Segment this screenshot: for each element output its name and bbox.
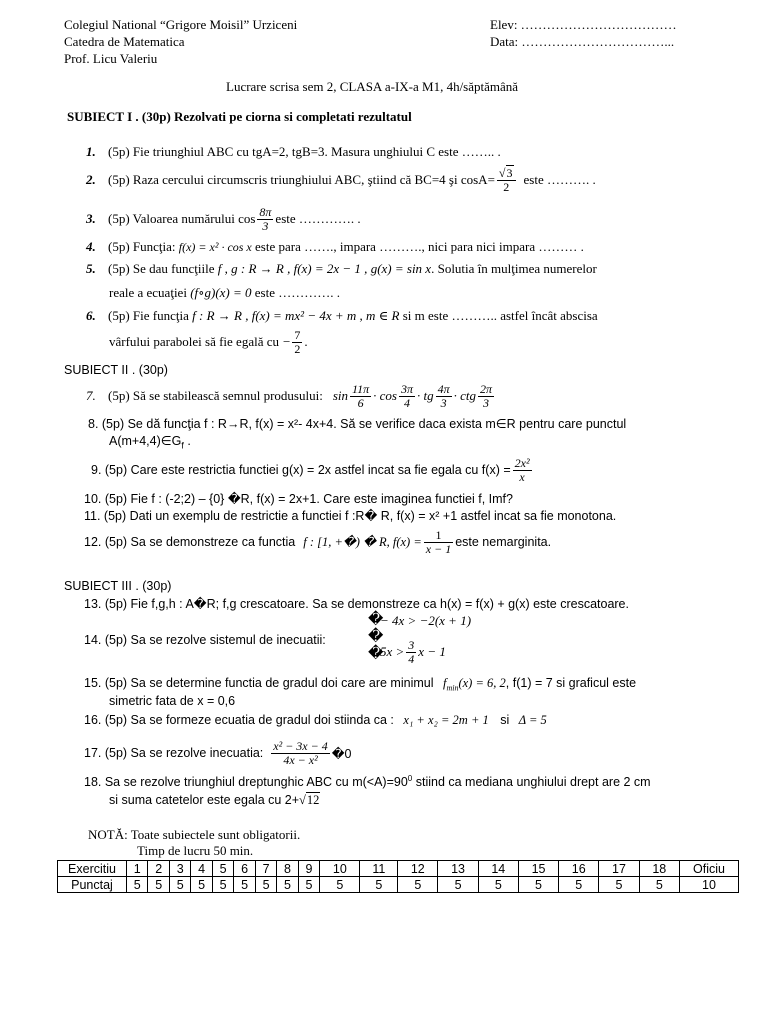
table-cell: 5 [599, 877, 639, 893]
inequality-2: 5x > $\frac{3}{4}$ x − 1 [380, 637, 446, 666]
table-cell: 15 [518, 861, 558, 877]
page-title: Lucrare scrisa sem 2, CLASA a-IX-a M1, 4h/săptămână [226, 79, 519, 94]
note-time: Timp de lucru 50 min. [137, 843, 254, 858]
department: Catedra de Matematica [64, 34, 185, 49]
table-cell: Oficiu [680, 861, 739, 877]
table-cell: 5 [320, 877, 360, 893]
table-cell: 5 [438, 877, 478, 893]
table-cell: 7 [255, 861, 276, 877]
question-18-line-2: si suma catetelor este egala cu 2+√12 [109, 793, 320, 807]
school-name: Colegiul National “Grigore Moisil” Urziceni [64, 17, 298, 32]
table-cell: 1 [127, 861, 148, 877]
table-cell: 8 [277, 861, 298, 877]
table-cell: 10 [320, 861, 360, 877]
system-brace-icon: � � � [368, 612, 384, 662]
table-cell: 5 [212, 877, 233, 893]
question-2: 2. (5p) Raza cercului circumscris triunghiului ABC, ştiind că BC=4 şi cosA= $\frac{√3}{2}$ este ………. . [86, 165, 596, 194]
table-cell: 5 [478, 877, 518, 893]
table-cell: 5 [639, 877, 679, 893]
table-cell: 5 [169, 877, 190, 893]
table-cell: 4 [191, 861, 212, 877]
table-cell: 5 [234, 877, 255, 893]
question-8: 8. (5p) Se dă funcţia f : R→R, f(x) = x²- 4x+4. Să se verifice daca exista m∈R pentru care punctul [88, 417, 627, 431]
date-field: Data: ……………………………... [490, 34, 675, 49]
table-cell: 2 [148, 861, 169, 877]
table-cell: 14 [478, 861, 518, 877]
table-cell: 18 [639, 861, 679, 877]
table-cell: 5 [559, 877, 599, 893]
table-cell: 17 [599, 861, 639, 877]
question-5: 5. (5p) Se dau funcţiile f , g : R → R , f(x) = 2x − 1 , g(x) = sin x. Solutia în mulţimea numerelor [86, 261, 597, 276]
subject-2-heading: SUBIECT II . (30p) [64, 363, 168, 377]
table-cell: 5 [298, 877, 319, 893]
question-7: 7. (5p) Să se stabilească semnul produsului: sin $\frac{11\pi}{6}$ · cos $\frac{3\pi}{4}$ · tg $\frac{4\pi}{3}$ · ctg $\frac{2\pi}{3}$ [86, 381, 493, 410]
note-obligatory: NOTĂ: Toate subiectele sunt obligatorii. [88, 827, 301, 842]
teacher: Prof. Licu Valeriu [64, 51, 158, 66]
table-cell: 5 [148, 877, 169, 893]
table-cell: 5 [255, 877, 276, 893]
table-cell: 5 [277, 877, 298, 893]
table-cell: 16 [559, 861, 599, 877]
table-cell: 5 [518, 877, 558, 893]
question-12: 12. (5p) Sa se demonstreze ca functia f : [1, +�) � R, f(x) = $\frac{1}{x - 1}$ este nemarginita. [84, 527, 552, 556]
table-cell: 13 [438, 861, 478, 877]
question-17: 17. (5p) Sa se rezolve inecuatia: $\frac{\text{x² − 3x − 4}}{\text{4x − x²}}$ �0 [84, 738, 352, 767]
table-cell: 6 [234, 861, 255, 877]
question-3: 3. (5p) Valoarea numărului cos $\frac{8\pi}{3}$ este …………. . [86, 204, 361, 233]
table-cell: 11 [360, 861, 398, 877]
question-15-line-2: simetric fata de x = 0,6 [109, 694, 236, 708]
table-row [58, 877, 739, 893]
question-11: 11. (5p) Dati un exemplu de restrictie a functiei f :R� R, f(x) = x² +1 astfel incat sa fie monotona. [84, 509, 617, 523]
table-cell: 5 [191, 877, 212, 893]
table-cell: 5 [360, 877, 398, 893]
question-8-line-2: $A(m+4,4)\in G_f$ . [109, 434, 191, 451]
question-5-line-2: reale a ecuaţiei (f∘g)(x) = 0 este …………. . [109, 285, 340, 300]
table-cell: Punctaj [58, 877, 127, 893]
table-cell: 12 [398, 861, 438, 877]
table-cell: 3 [169, 861, 190, 877]
question-13: 13. (5p) Fie f,g,h : A�R; f,g crescatoare. Sa se demonstreze ca h(x) = f(x) + g(x) este crescatoare. [84, 597, 629, 611]
question-1: 1. (5p) Fie triunghiul ABC cu tgA=2, tgB=3. Masura unghiului C este …….. . [86, 144, 501, 159]
score-table [57, 860, 739, 893]
question-4: 4. (5p) Funcţia: f(x) = x² · cos x este para ……., impara ………., nici para nici impara ……… . [86, 239, 584, 254]
question-14: 14. (5p) Sa se rezolve sistemul de inecuatii: [84, 633, 326, 647]
question-6: 6. (5p) Fie funcţia f : R → R , f(x) = mx² − 4x + m , m ∈ R si m este ……….. astfel încât abscisa [86, 308, 598, 323]
question-18: 18. Sa se rezolve triunghiul dreptunghic ABC cu $m(<A)=90^0$ stiind ca mediana unghiului drept are 2 cm [84, 774, 651, 790]
question-10: 10. (5p) Fie f : (-2;2) – {0} �R, f(x) = 2x+1. Care este imaginea functiei f, Imf? [84, 492, 513, 506]
table-cell: 5 [398, 877, 438, 893]
subject-3-heading: SUBIECT III . (30p) [64, 579, 172, 593]
question-16: 16. (5p) Sa se formeze ecuatia de gradul doi stiinda ca : x₁ + x₂ = 2m + 1 si Δ = 5 [84, 713, 547, 727]
table-row [58, 861, 739, 877]
student-field: Elev: ……………………………… [490, 17, 677, 32]
question-6-line-2: vârfului parabolei să fie egală cu − $\frac{7}{2}$ . [109, 327, 308, 356]
table-cell: Exercitiu [58, 861, 127, 877]
question-15: 15. (5p) Sa se determine functia de gradul doi care are minimul $f_{min}(x) = 6$, 2, f(1) = 7 si graficul este [84, 676, 637, 693]
table-cell: 10 [680, 877, 739, 893]
inequality-1: − 4x > −2(x + 1) [380, 613, 472, 628]
table-cell: 5 [127, 877, 148, 893]
question-9: 9. (5p) Care este restrictia functiei g(x) = 2x astfel incat sa fie egala cu f(x) = $\frac{\text{2x²}}{x}$ [91, 455, 530, 484]
table-cell: 5 [212, 861, 233, 877]
subject-1-heading: SUBIECT I . (30p) Rezolvati pe ciorna si completati rezultatul [67, 109, 412, 124]
table-cell: 9 [298, 861, 319, 877]
